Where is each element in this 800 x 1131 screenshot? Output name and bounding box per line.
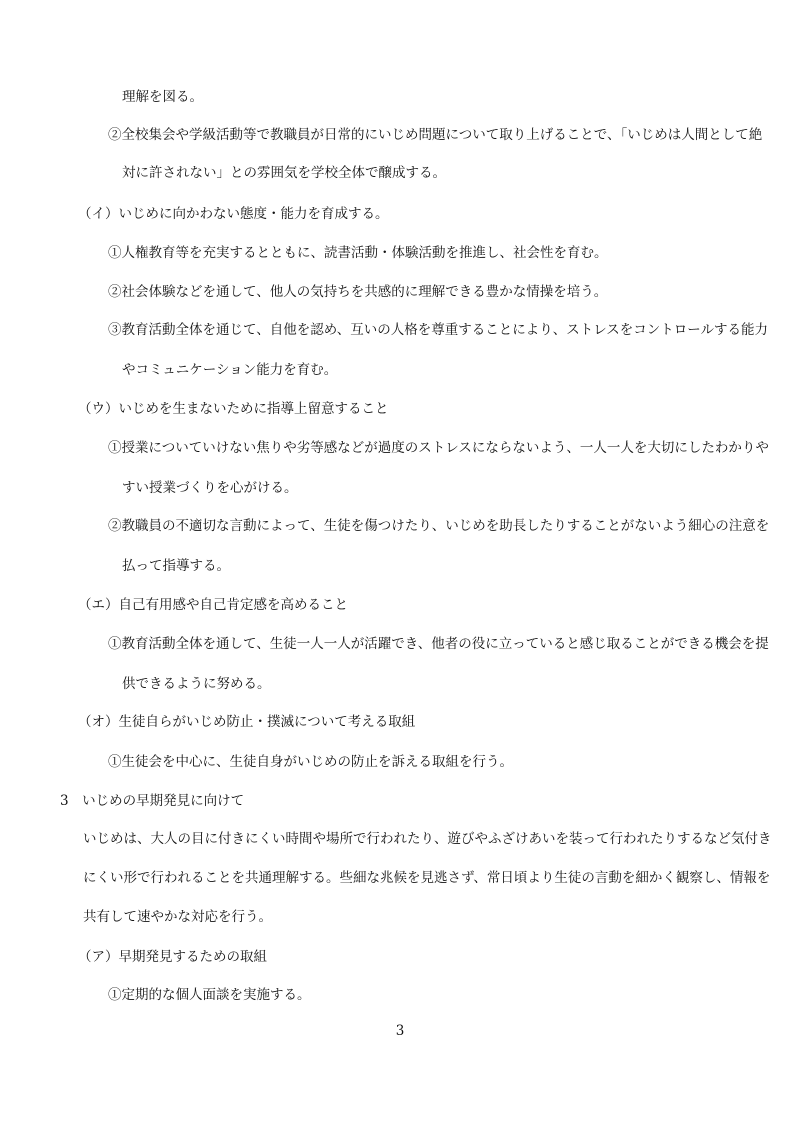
list-item: ①生徒会を中心に、生徒自身がいじめの防止を訴える取組を行う。 bbox=[108, 754, 513, 770]
text-line: 理解を図る。 bbox=[122, 89, 203, 105]
page-number: 3 bbox=[395, 1023, 405, 1039]
paragraph-line: いじめは、大人の目に付きにくい時間や場所で行われたり、遊びやふざけあいを装って行われたりするなど気付き bbox=[83, 831, 772, 847]
list-item: ①授業についていけない焦りや劣等感などが過度のストレスにならないよう、一人一人を大切にしたわかりや bbox=[108, 440, 769, 456]
subsection-heading: （ア）早期発見するための取組 bbox=[78, 949, 267, 965]
text-line: 供できるように努める。 bbox=[122, 676, 271, 692]
paragraph-line: 共有して速やかな対応を行う。 bbox=[83, 909, 272, 925]
list-item: ②教職員の不適切な言動によって、生徒を傷つけたり、いじめを助長したりすることがないよう細心の注意を bbox=[108, 518, 770, 534]
subsection-heading: （エ）自己有用感や自己肯定感を高めること bbox=[78, 597, 348, 613]
subsection-heading: （イ）いじめに向かわない態度・能力を育成する。 bbox=[78, 206, 389, 222]
text-line: やコミュニケーション能力を育む。 bbox=[122, 362, 338, 378]
paragraph-line: にくい形で行われることを共通理解する。些細な兆候を見逃さず、常日頃より生徒の言動を細かく観察し、情報を bbox=[83, 870, 771, 886]
text-line: 対に許されない」との雰囲気を学校全体で醸成する。 bbox=[122, 165, 446, 181]
text-line: すい授業づくりを心がける。 bbox=[122, 480, 298, 496]
list-item: ③教育活動全体を通じて、自他を認め、互いの人格を尊重することにより、ストレスをコントロールする能力 bbox=[108, 322, 769, 338]
subsection-heading: （ウ）いじめを生まないために指導上留意すること bbox=[78, 401, 389, 417]
list-item: ①教育活動全体を通して、生徒一人一人が活躍でき、他者の役に立っていると感じ取ることができる機会を提 bbox=[108, 636, 769, 652]
list-item: ①定期的な個人面談を実施する。 bbox=[108, 987, 311, 1003]
list-item: ②社会体験などを通して、他人の気持ちを共感的に理解できる豊かな情操を培う。 bbox=[108, 284, 608, 300]
list-item: ①人権教育等を充実するとともに、読書活動・体験活動を推進し、社会性を育む。 bbox=[108, 245, 608, 261]
subsection-heading: （オ）生徒自らがいじめ防止・撲滅について考える取組 bbox=[78, 714, 416, 730]
list-item: ②全校集会や学級活動等で教職員が日常的にいじめ問題について取り上げることで、「いじめは人間として絶 bbox=[108, 127, 763, 143]
section-heading: 3 いじめの早期発見に向けて bbox=[60, 793, 245, 809]
text-line: 払って指導する。 bbox=[122, 558, 230, 574]
